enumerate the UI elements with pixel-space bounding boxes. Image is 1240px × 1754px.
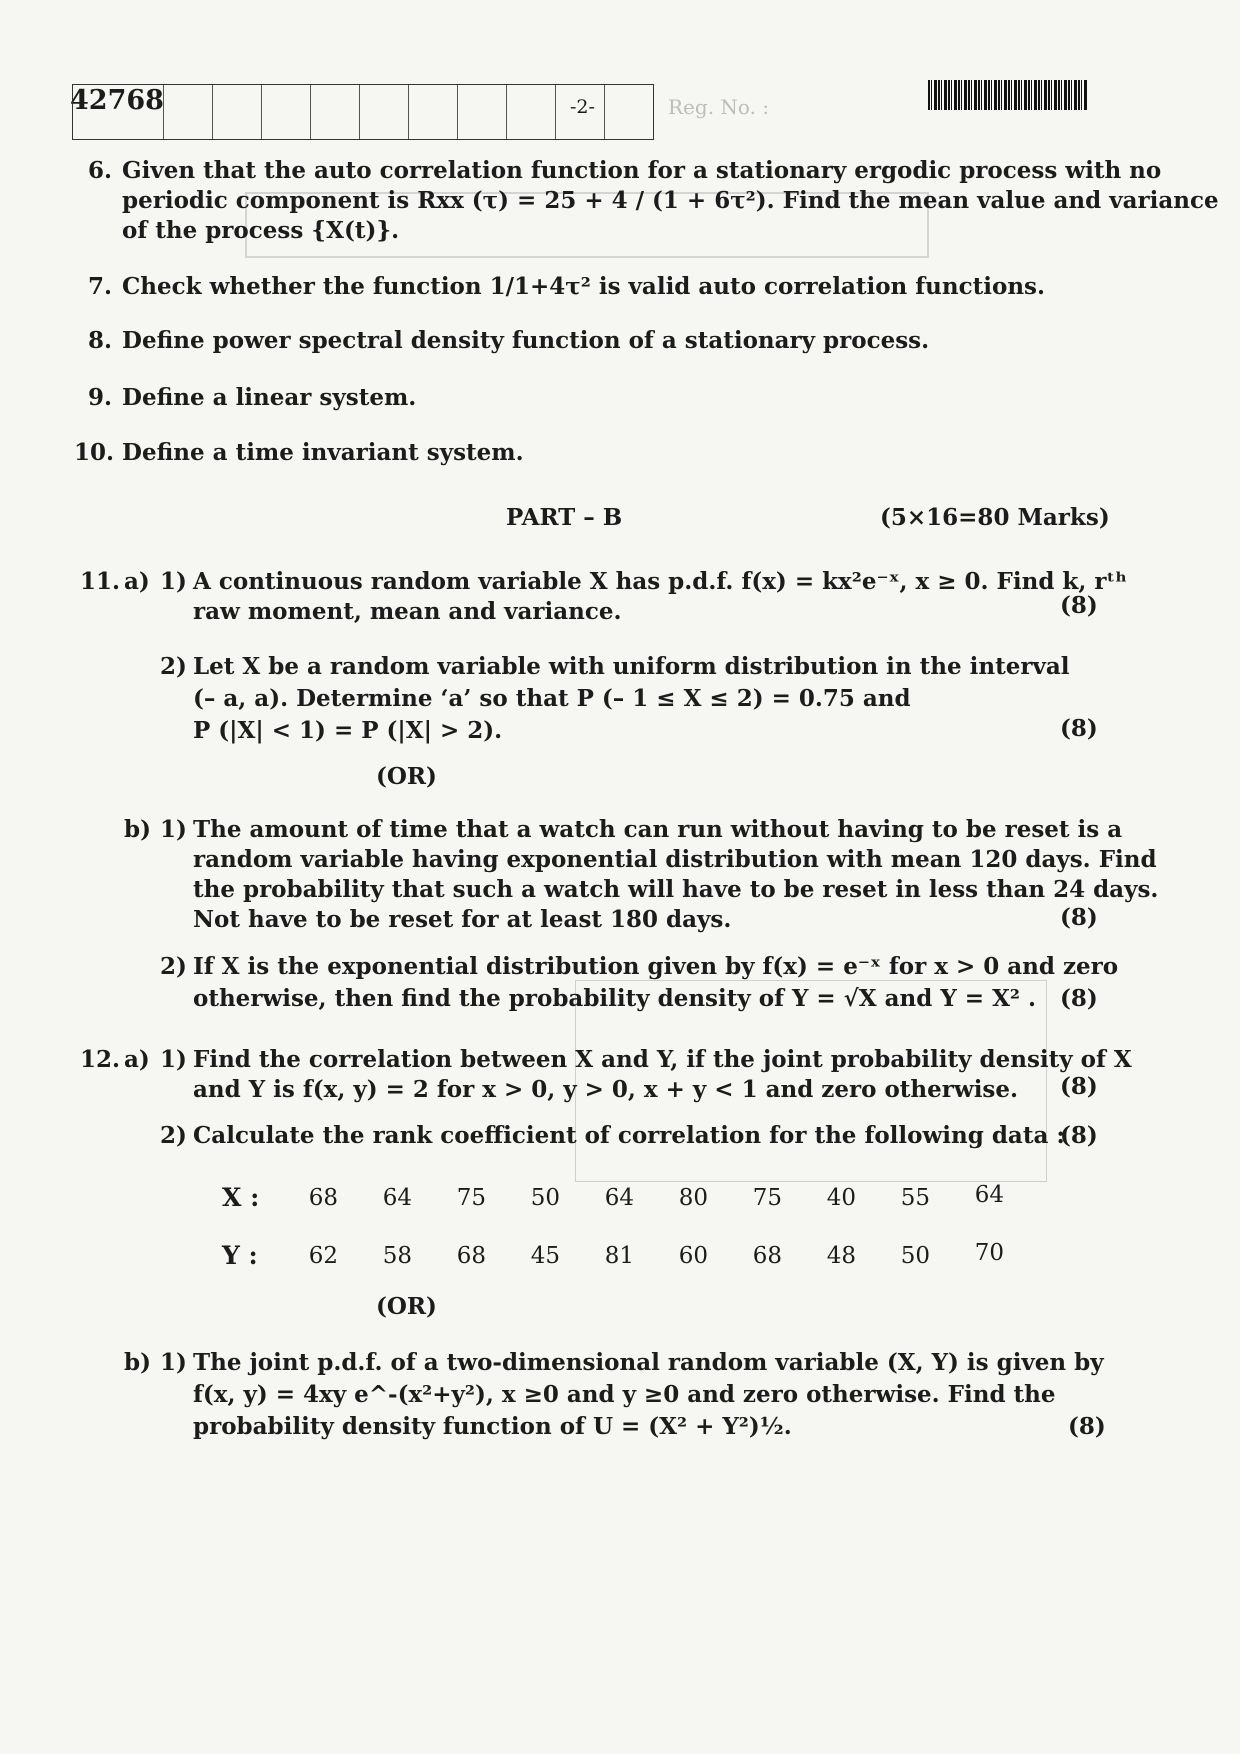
question-number: 9. — [88, 384, 113, 411]
subpart-label: a) — [124, 568, 150, 595]
subpart-label: b) — [124, 816, 151, 843]
x-value: 75 — [456, 1185, 486, 1211]
barcode-icon — [928, 80, 1088, 110]
marks: (8) — [1060, 1122, 1098, 1149]
item-label: 1) — [160, 1046, 187, 1073]
register-number-boxes — [72, 84, 654, 140]
marks: (8) — [1060, 985, 1098, 1012]
marks: (8) — [1068, 1413, 1106, 1440]
marks: (8) — [1060, 592, 1098, 619]
item-label: 1) — [160, 1349, 187, 1376]
subpart-label: b) — [124, 1349, 151, 1376]
question-text: P (|X| < 1) = P (|X| > 2). — [193, 717, 503, 744]
question-text: Given that the auto correlation function for a stationary ergodic process with no — [122, 157, 1162, 184]
question-text: Define a time invariant system. — [122, 439, 524, 466]
question-text: The joint p.d.f. of a two-dimensional random variable (X, Y) is given by — [193, 1349, 1104, 1376]
y-value: 68 — [752, 1243, 782, 1269]
x-value: 80 — [678, 1185, 708, 1211]
question-text: random variable having exponential distribution with mean 120 days. Find — [193, 846, 1157, 873]
y-value: 60 — [678, 1243, 708, 1269]
question-text: A continuous random variable X has p.d.f. f(x) = kx²e⁻ˣ, x ≥ 0. Find k, rᵗʰ — [193, 568, 1128, 595]
question-number: 11. — [80, 568, 121, 595]
y-value: 58 — [382, 1243, 412, 1269]
marks: (8) — [1060, 1073, 1098, 1100]
question-text: Let X be a random variable with uniform distribution in the interval — [193, 653, 1070, 680]
question-text: (– a, a). Determine ‘a’ so that P (– 1 ≤ X ≤ 2) = 0.75 and — [193, 685, 911, 712]
question-number: 7. — [88, 273, 113, 300]
question-text: otherwise, then find the probability density of Y = √X and Y = X² . — [193, 985, 1037, 1012]
x-value: 55 — [900, 1185, 930, 1211]
y-value: 68 — [456, 1243, 486, 1269]
x-value: 68 — [308, 1185, 338, 1211]
question-text: periodic component is Rxx (τ) = 25 + 4 / (1 + 6τ²). Find the mean value and variance — [122, 187, 1219, 214]
question-text: Check whether the function 1/1+4τ² is valid auto correlation functions. — [122, 273, 1045, 300]
question-text: probability density function of U = (X² + Y²)½. — [193, 1413, 792, 1440]
x-value: 75 — [752, 1185, 782, 1211]
marks: (8) — [1060, 715, 1098, 742]
x-value: 64 — [382, 1185, 412, 1211]
question-text: Not have to be reset for at least 180 days. — [193, 906, 732, 933]
or-separator: (OR) — [376, 763, 437, 790]
question-text: Find the correlation between X and Y, if the joint probability density of X — [193, 1046, 1132, 1073]
y-value: 48 — [826, 1243, 856, 1269]
question-number: 12. — [80, 1046, 121, 1073]
marks: (8) — [1060, 904, 1098, 931]
or-separator: (OR) — [376, 1293, 437, 1320]
question-text: of the process {X(t)}. — [122, 217, 400, 244]
question-text: If X is the exponential distribution given by f(x) = e⁻ˣ for x > 0 and zero — [193, 953, 1119, 980]
subpart-label: a) — [124, 1046, 150, 1073]
y-row-label: Y : — [222, 1241, 258, 1270]
item-label: 2) — [160, 953, 187, 980]
y-value: 50 — [900, 1243, 930, 1269]
item-label: 1) — [160, 816, 187, 843]
x-value: 64 — [974, 1182, 1004, 1208]
question-text: and Y is f(x, y) = 2 for x > 0, y > 0, x + y < 1 and zero otherwise. — [193, 1076, 1019, 1103]
question-number: 10. — [74, 439, 115, 466]
question-text: Define a linear system. — [122, 384, 417, 411]
question-number: 6. — [88, 157, 113, 184]
item-label: 1) — [160, 568, 187, 595]
x-value: 64 — [604, 1185, 634, 1211]
question-text: Define power spectral density function of a stationary process. — [122, 327, 930, 354]
question-text: the probability that such a watch will have to be reset in less than 24 days. — [193, 876, 1159, 903]
y-value: 62 — [308, 1243, 338, 1269]
item-label: 2) — [160, 1122, 187, 1149]
y-value: 81 — [604, 1243, 634, 1269]
question-text: raw moment, mean and variance. — [193, 598, 622, 625]
question-text: f(x, y) = 4xy e^-(x²+y²), x ≥0 and y ≥0 and zero otherwise. Find the — [193, 1381, 1056, 1408]
part-b-title: PART – B — [506, 504, 623, 531]
page-number: -2- — [570, 96, 595, 118]
question-text: Calculate the rank coefficient of correlation for the following data : — [193, 1122, 1065, 1149]
x-value: 50 — [530, 1185, 560, 1211]
item-label: 2) — [160, 653, 187, 680]
part-b-marks: (5×16=80 Marks) — [880, 504, 1110, 531]
y-value: 70 — [974, 1240, 1004, 1266]
x-value: 40 — [826, 1185, 856, 1211]
y-value: 45 — [530, 1243, 560, 1269]
question-number: 8. — [88, 327, 113, 354]
reg-no-label: Reg. No. : — [668, 95, 770, 119]
question-text: The amount of time that a watch can run without having to be reset is a — [193, 816, 1123, 843]
question-paper-code: 42768 — [70, 85, 164, 116]
x-row-label: X : — [222, 1183, 260, 1212]
